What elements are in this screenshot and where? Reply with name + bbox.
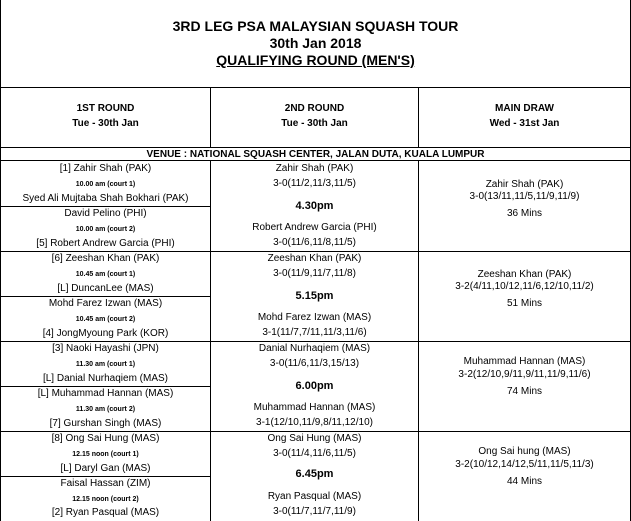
col-header-round1: 1ST ROUND [76,103,135,114]
col-separator-1-header [210,87,211,147]
main-draw-winner: Zahir Shah (PAK) [485,179,564,190]
round2-score: 3-0(11/2,11/3,11/5) [273,178,356,189]
col-header-round2-date: Tue - 30th Jan [281,118,348,129]
round2-score: 3-0(11/7,11/7,11/9) [273,506,356,517]
main-draw-duration: 74 Mins [506,386,542,397]
round1-player: [6] Zeeshan Khan (PAK) [51,253,160,264]
section-divider-2 [0,341,631,342]
round1-match-time: 10.00 am (court 1) [75,181,136,188]
tour-date: 30th Jan 2018 [269,35,362,51]
round1-player: [L] Danial Nurhaqiem (MAS) [42,373,169,384]
round1-player: [3] Naoki Hayashi (JPN) [52,343,159,354]
venue-banner: VENUE : NATIONAL SQUASH CENTER, JALAN DUTA, KUALA LUMPUR [146,149,485,160]
round2-match-time: 6.00pm [295,380,334,392]
round-title-text: QUALIFYING ROUND (MEN'S) [216,52,415,68]
section-divider-3 [0,431,631,432]
col-header-main-draw-date: Wed - 31st Jan [489,118,560,129]
round1-match-time: 12.15 noon (court 2) [72,496,139,503]
main-draw-duration: 51 Mins [506,298,542,309]
col-header-round1-date: Tue - 30th Jan [72,118,139,129]
round1-match-time: 12.15 noon (court 1) [72,451,139,458]
round1-match-time: 11.30 am (court 2) [75,406,136,413]
main-draw-score: 3-2(12/10,9/11,9/11,11/9,11/6) [458,369,591,380]
round1-player: Faisal Hassan (ZIM) [60,478,151,489]
header-divider [0,147,631,148]
main-draw-winner: Zeeshan Khan (PAK) [477,269,572,280]
title-divider [0,87,631,88]
tour-title: 3RD LEG PSA MALAYSIAN SQUASH TOUR [172,18,459,34]
main-draw-score: 3-2(4/11,10/12,11/6,12/10,11/2) [455,281,594,292]
round1-match-time: 11.30 am (court 1) [75,361,136,368]
round1-player: Syed Ali Mujtaba Shah Bokhari (PAK) [22,193,189,204]
round2-winner: Ong Sai Hung (MAS) [267,433,362,444]
round2-winner: Muhammad Hannan (MAS) [253,402,376,413]
round2-score: 3-0(11/4,11/6,11/5) [273,448,356,459]
round1-player: [5] Robert Andrew Garcia (PHI) [36,238,175,249]
col-header-main-draw: MAIN DRAW [495,103,554,114]
round2-match-time: 6.45pm [295,468,334,480]
main-draw-score: 3-0(13/11,11/5,11/9,11/9) [469,191,580,202]
main-draw-score: 3-2(10/12,14/12,5/11,11/5,11/3) [455,459,594,470]
round1-player: [L] Daryl Gan (MAS) [60,463,151,474]
main-draw-winner: Ong Sai hung (MAS) [478,446,571,457]
round1-player: [1] Zahir Shah (PAK) [59,163,152,174]
round1-player: Mohd Farez Izwan (MAS) [48,298,163,309]
round1-match-time: 10.00 am (court 2) [75,226,136,233]
round2-match-time: 5.15pm [295,290,334,302]
main-draw-duration: 36 Mins [506,208,542,219]
round2-score: 3-0(11/9,11/7,11/8) [273,268,356,279]
round2-score: 3-1(11/7,7/11,11/3,11/6) [262,327,367,338]
round1-player: [L] Muhammad Hannan (MAS) [37,388,174,399]
round2-score: 3-0(11/6,11/8,11/5) [273,237,356,248]
round2-winner: Zahir Shah (PAK) [275,163,354,174]
round1-player: [2] Ryan Pasqual (MAS) [51,507,160,518]
round2-winner: Ryan Pasqual (MAS) [267,491,362,502]
round2-winner: Mohd Farez Izwan (MAS) [257,312,372,323]
round1-player: David Pelino (PHI) [64,208,147,219]
round1-player: [8] Ong Sai Hung (MAS) [51,433,160,444]
round2-winner: Danial Nurhaqiem (MAS) [258,343,371,354]
round2-match-time: 4.30pm [295,200,334,212]
round2-score: 3-0(11/6,11/3,15/13) [269,358,360,369]
round2-winner: Robert Andrew Garcia (PHI) [252,222,377,233]
round1-match-time: 10.45 am (court 2) [75,316,136,323]
section-divider-1 [0,251,631,252]
main-draw-duration: 44 Mins [506,476,542,487]
match-divider-3 [0,386,211,387]
round1-player: [7] Gurshan Singh (MAS) [49,418,162,429]
round-title [0,52,631,69]
match-divider-1 [0,206,211,207]
col-header-round2: 2ND ROUND [284,103,345,114]
round2-winner: Zeeshan Khan (PAK) [267,253,362,264]
main-draw-winner: Muhammad Hannan (MAS) [463,356,586,367]
match-divider-4 [0,476,211,477]
round2-score: 3-1(12/10,11/9,8/11,12/10) [256,417,373,428]
round1-player: [4] JongMyoung Park (KOR) [42,328,169,339]
round1-match-time: 10.45 am (court 1) [75,271,136,278]
col-separator-2-header [418,87,419,147]
round1-player: [L] DuncanLee (MAS) [57,283,154,294]
match-divider-2 [0,296,211,297]
